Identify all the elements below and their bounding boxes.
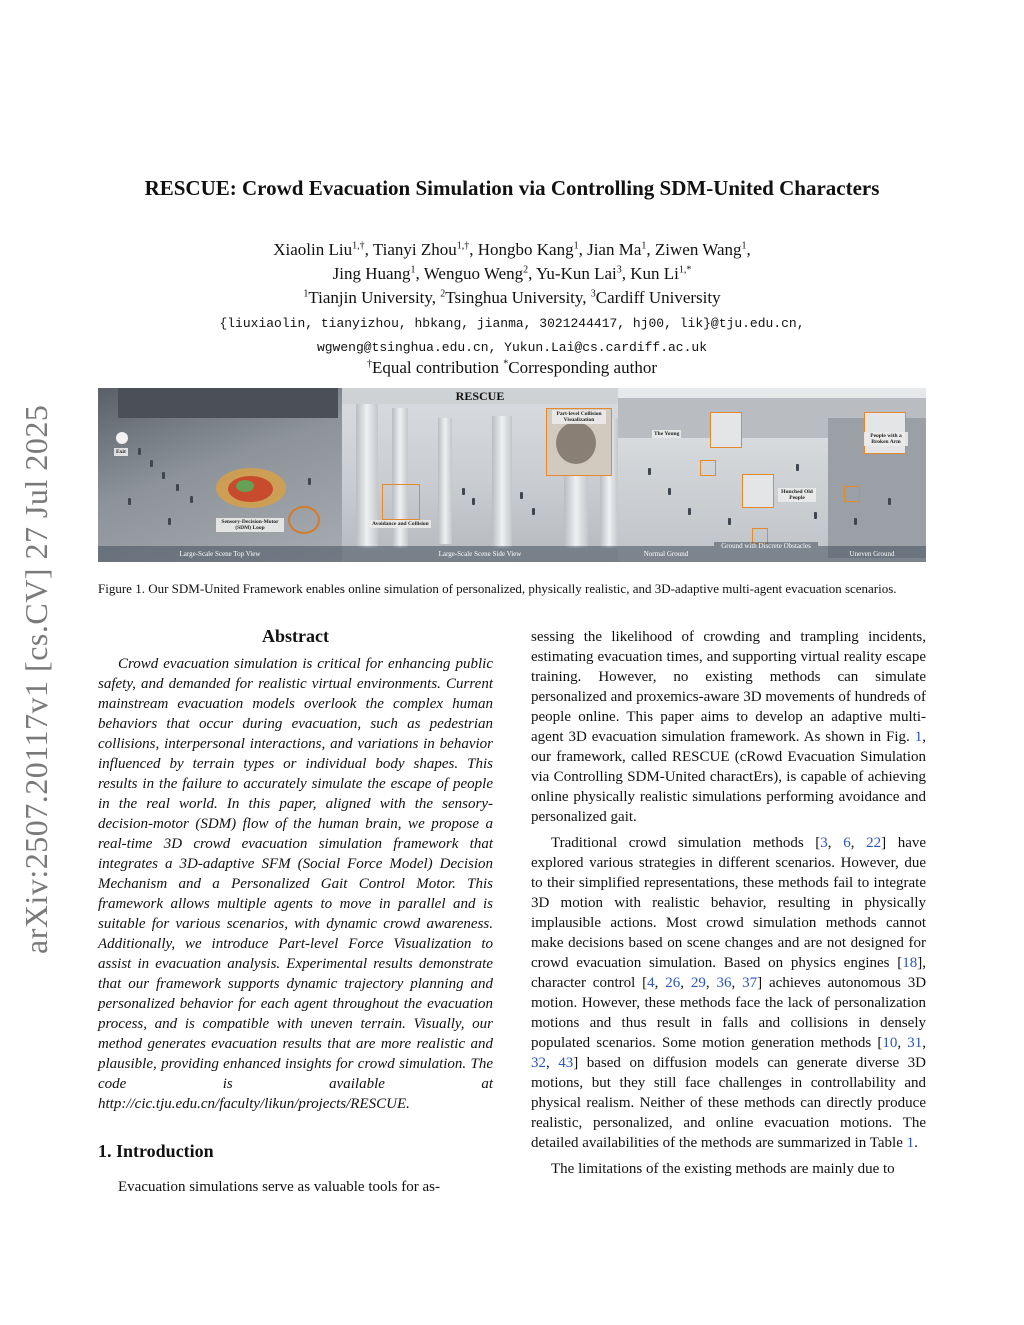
author-name: Wenguo Weng [423,264,524,283]
author-sup: 1 [573,240,579,252]
author-name: Tianyi Zhou [372,240,457,259]
intro-heading: 1. Introduction [98,1141,214,1161]
intro-paragraph-start: Evacuation simulations serve as valuable tools for as- [118,1179,440,1195]
table-ref-link[interactable]: 1 [906,1135,915,1151]
label-sdm-loop: Sensory-Decision-Motor (SDM) Loop [216,518,284,532]
label-exit: Exit [116,449,126,455]
author-sup: 1,† [352,240,365,252]
citation-link[interactable]: 4 [647,975,655,991]
citation-link[interactable]: 6 [843,835,851,851]
citation-link[interactable]: 37 [742,975,758,991]
intro-paragraph-3: The limitations of the existing methods are mainly due to [551,1161,895,1177]
author-sup: 1 [741,240,747,252]
email-line-2[interactable]: wgweng@tsinghua.edu.cn, Yukun.Lai@cs.cardiff.ac.uk [316,340,708,355]
author-sup: 1 [641,240,647,252]
intro-paragraph-2: Traditional crowd simulation methods [3, 6, 22] have explored various strategies in different scenarios. However, due to their simplified representations, these methods fail to integrate 3D motion with realistic behavior, resulting in physically implausible actions. Most crowd simulation methods cannot make decisions based on scene changes and are not designed for crowd evacuation simulation. Based on physics engines [18], character control [4, 26, 29, 36, 37] achieves autonomous 3D motion. However, these methods face the lack of personalization motions and thus result in falls and collisions in densely populated scenarios. Some motion generation methods [10, 31, 32, 43] based on diffusion models can generate diverse 3D motions, but they still face challenges in controllability and physical realism. Neither of these methods can directly produce realistic, personalized, and online evacuation motions. The detailed availabilities of the methods are summarized in Table 1. [531,835,927,1151]
author-name: Jian Ma [587,240,642,259]
panel-top-view [98,388,342,562]
citation-link[interactable]: 10 [882,1035,898,1051]
affiliation: Tianjin University [308,288,432,307]
author-name: Jing Huang [332,264,411,283]
citation-link[interactable]: 26 [665,975,681,991]
label-top-view: Large-Scale Scene Top View [98,546,342,562]
panel-side-view [342,388,618,562]
intro-paragraph-continued: sessing the likelihood of crowding and trampling incidents, estimating evacuation times, and supporting virtual reality escape training. However, no existing methods can simulate personalized and proxemics-aware 3D movements of hundreds of people online. This paper aims to develop an adaptive multi-agent 3D evacuation simulation framework. As shown in Fig. 1, our framework, called RESCUE (cRowd Evacuation Simulation via Controlling SDM-United charactErs), is capable of achieving online physically realistic simulations performing avoidance and personalized gait. [531,629,926,825]
figure-caption: Figure 1. Our SDM-United Framework enables online simulation of personalized, physically realistic, and 3D-adaptive multi-agent evacuation scenarios. [98,581,897,596]
contribution-note: †Equal contribution *Corresponding author [367,358,657,377]
email-line-1[interactable]: {liuxiaolin, tianyizhou, hbkang, jianma, 3021244417, hj00, lik}@tju.edu.cn, [219,316,805,331]
figure-ref-link[interactable]: 1 [914,729,923,745]
author-name: Ziwen Wang [654,240,742,259]
abstract-heading: Abstract [262,626,329,646]
author-sup: 1 [410,264,416,276]
citation-link[interactable]: 18 [902,955,918,971]
author-name: Kun Li [630,264,679,283]
label-young: The Young [654,431,680,437]
label-normal-ground: Normal Ground [618,546,714,562]
teaser-figure [98,388,926,562]
author-name: Yu-Kun Lai [536,264,617,283]
panel-terrains [618,388,926,562]
abstract-text: Crowd evacuation simulation is critical for enhancing public safety, and demanded for realistic virtual environments. Current mainstream evacuation models overlook the complex human behaviors that occur during evacuation, such as pedestrian collisions, interpersonal interactions, and variations in behavior influenced by terrain types or individual body shapes. This results in the failure to accurately simulate the escape of people in the real world. In this paper, aligned with the sensory-decision-motor (SDM) flow of the human brain, we propose a real-time 3D crowd evacuation simulation framework that integrates a 3D-adaptive SFM (Social Force Model) Decision Mechanism and a Personalized Gait Control Motor. This framework allows multiple agents to move in parallel and is suitable for various scenarios, with dynamic crowd awareness. Additionally, we introduce Part-level Force Visualization to assist in evacuation analysis. Experimental results demonstrate that our framework supports dynamic trajectory planning and personalized behavior for each agent throughout the evacuation process, and is compatible with uneven terrain. Visually, our method generates evacuation results that are more realistic and plausible, providing enhanced insights for crowd simulation. The code is available at http://cic.tju.edu.cn/faculty/likun/projects/RESCUE. [98,656,493,1112]
paper-title: RESCUE: Crowd Evacuation Simulation via Controlling SDM-United Characters [144,176,880,200]
right-column [531,627,926,1185]
label-hunched: Hunched Old People [778,488,816,502]
affiliation: Tsinghua University [445,288,583,307]
author-sup: 1,† [456,240,470,252]
citation-link[interactable]: 32 [531,1055,546,1071]
label-broken-arm: People with a Broken Arm [864,432,908,446]
citation-link[interactable]: 43 [558,1055,574,1071]
label-ground-obstacles: Ground with Discrete Obstacles [714,542,818,562]
citation-link[interactable]: 29 [690,975,706,991]
label-avoidance: Avoidance and Collision [372,521,429,527]
citation-link[interactable]: 31 [907,1035,923,1051]
citation-link[interactable]: 36 [716,975,732,991]
author-sup: 1,* [678,264,692,276]
author-sup: 2 [523,264,529,276]
author-sup: 3 [616,264,622,276]
author-name: Xiaolin Liu [273,240,353,259]
arxiv-stamp: arXiv:2507.20117v1 [cs.CV] 27 Jul 2025 [18,404,54,954]
author-name: Hongbo Kang [477,240,574,259]
author-line-1: Xiaolin Liu$^{1,\dagger}$, Tianyi Zhou$^{1,\dagger}$, Hongbo Kang$^1$, Jian Ma$^1$, Ziwen Wang$^1$, [273,240,751,259]
figure-header: RESCUE [342,388,618,404]
citation-link[interactable]: 22 [866,835,882,851]
author-line-2: Jing Huang$^1$, Wenguo Weng$^2$, Yu-Kun Lai$^3$, Kun $Li^{1,*}$ [332,264,692,283]
label-part-level: Part-level Collision Visualization [552,410,606,424]
citation-link[interactable]: 3 [820,835,828,851]
label-side-view: Large-Scale Scene Side View [342,546,618,562]
affiliations: $^1$Tianjin University, $^2$Tsinghua University, $^3$Cardiff University [303,288,721,307]
affiliation: Cardiff University [595,288,721,307]
label-uneven-ground: Uneven Ground [818,546,926,562]
